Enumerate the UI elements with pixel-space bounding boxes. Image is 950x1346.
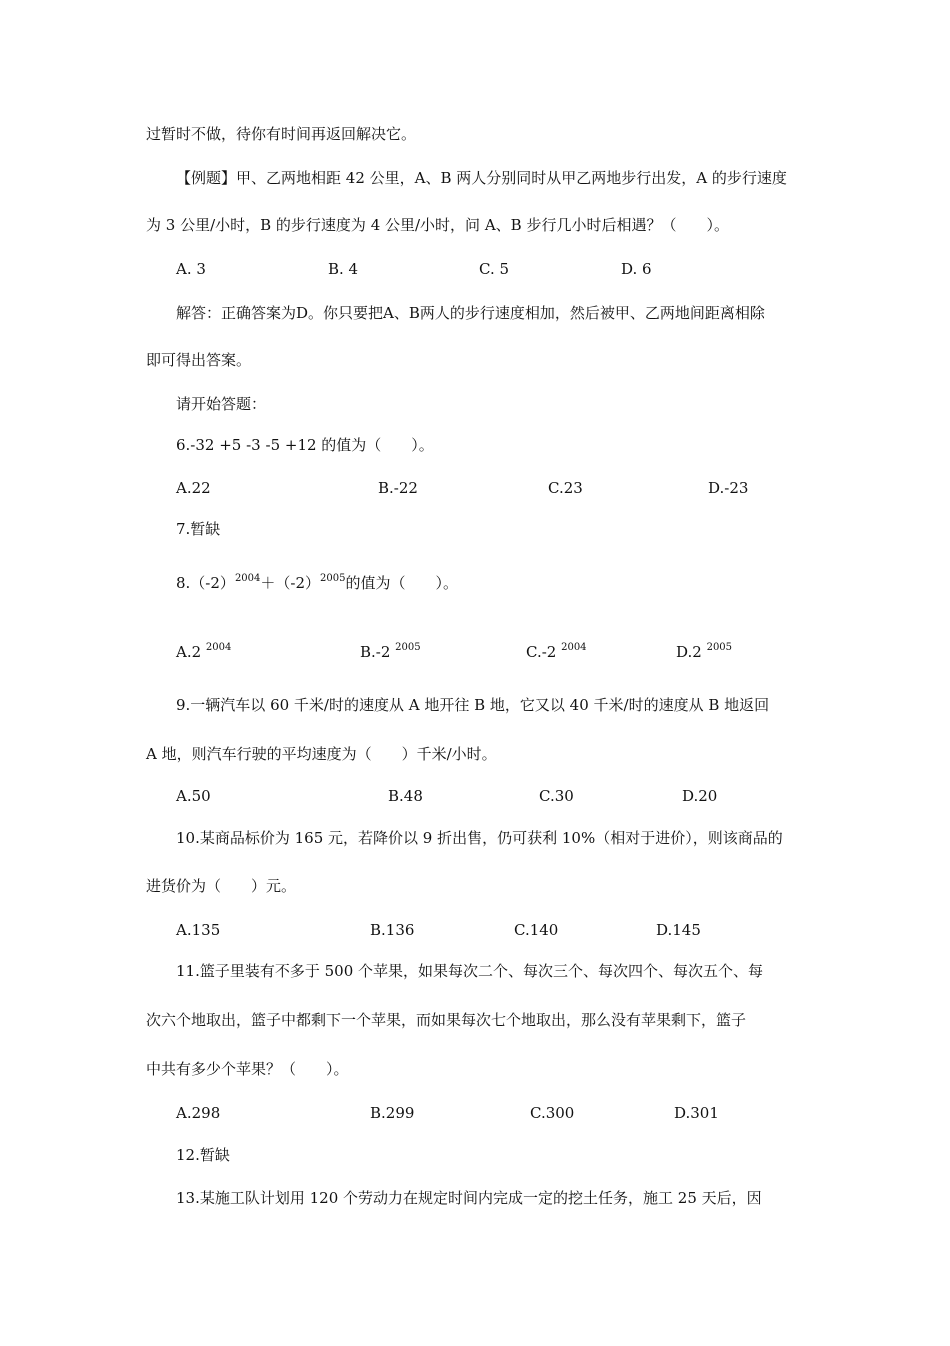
question-7: 7.暂缺	[176, 520, 221, 538]
example-option-b: B. 4	[328, 260, 359, 278]
q6-option-c: C.23	[548, 479, 583, 497]
q8-option-b-exp: 2005	[395, 642, 421, 653]
q8-exponent-1: 2004	[234, 573, 261, 584]
q9-option-b: B.48	[388, 787, 423, 805]
q8-option-d-exp: 2005	[706, 642, 733, 653]
q8-option-c	[526, 642, 587, 662]
example-option-a: A. 3	[176, 260, 206, 278]
question-6: 6.-32 +5 -3 -5 +12 的值为（ ）。	[176, 436, 434, 454]
q8-option-d-base: D.2	[676, 643, 707, 661]
example-option-d: D. 6	[621, 260, 652, 278]
q8-option-a	[176, 642, 231, 662]
question-11-line-1: 11.篮子里装有不多于 500 个苹果，如果每次二个、每次三个、每次四个、每次五个、每	[176, 962, 764, 980]
q9-option-c: C.30	[539, 787, 574, 805]
q8-option-b-base: B.-2	[360, 643, 396, 661]
q8-option-c-base: C.-2	[526, 643, 562, 661]
example-line-1	[176, 168, 787, 188]
question-11-line-2: 次六个地取出，篮子中都剩下一个苹果，而如果每次七个地取出，那么没有苹果剩下，篮子	[146, 1011, 747, 1029]
start-prompt: 请开始答题：	[176, 395, 267, 413]
question-8	[176, 573, 458, 593]
example-answer-line-1: 解答：正确答案为D。你只要把A、B两人的步行速度相加，然后被甲、乙两地间距离相除	[176, 304, 765, 322]
q6-option-d: D.-23	[708, 479, 749, 497]
q8-option-a-base: A.2	[176, 643, 206, 661]
q10-option-d: D.145	[656, 921, 701, 939]
q8-option-d	[676, 642, 732, 662]
question-9-line-1: 9.一辆汽车以 60 千米/时的速度从 A 地开往 B 地，它又以 40 千米/时的速度从 B 地返回	[176, 696, 770, 714]
question-13-line-1: 13.某施工队计划用 120 个劳动力在规定时间内完成一定的挖土任务，施工 25 天后，因	[176, 1189, 762, 1207]
question-11-line-3: 中共有多少个苹果？（ ）。	[146, 1060, 349, 1078]
q11-option-c: C.300	[530, 1104, 575, 1122]
q8-exponent-2: 2005	[320, 573, 346, 584]
question-9-line-2: A 地，则汽车行驶的平均速度为（ ）千米/小时。	[146, 745, 497, 763]
q6-option-a: A.22	[176, 479, 211, 497]
q10-option-a: A.135	[176, 921, 221, 939]
question-10-line-2: 进货价为（ ）元。	[146, 877, 297, 895]
example-text: 甲、乙两地相距 42 公里，A、B 两人分别同时从甲乙两地步行出发，A 的步行速度	[236, 169, 787, 187]
q8-middle: ＋（-2）	[260, 574, 321, 592]
q10-option-b: B.136	[370, 921, 415, 939]
q11-option-b: B.299	[370, 1104, 415, 1122]
example-line-2: 为 3 公里/小时，B 的步行速度为 4 公里/小时，问 A、B 步行几小时后相遇？（ ）。	[146, 216, 729, 234]
q11-option-d: D.301	[674, 1104, 719, 1122]
intro-line: 过暂时不做，待你有时间再返回解决它。	[146, 125, 417, 143]
q8-suffix: 的值为（ ）。	[345, 574, 458, 592]
example-label: 【例题】	[176, 169, 237, 187]
q8-option-b	[360, 642, 421, 662]
question-12: 12.暂缺	[176, 1146, 230, 1164]
q6-option-b: B.-22	[378, 479, 418, 497]
q10-option-c: C.140	[514, 921, 559, 939]
example-answer-line-2: 即可得出答案。	[146, 351, 252, 369]
q9-option-a: A.50	[176, 787, 211, 805]
q8-prefix: 8.（-2）	[176, 574, 235, 592]
q11-option-a: A.298	[176, 1104, 221, 1122]
question-10-line-1: 10.某商品标价为 165 元，若降价以 9 折出售，仍可获利 10%（相对于进价），则该商品的	[176, 829, 783, 847]
q8-option-a-exp: 2004	[205, 642, 232, 653]
q9-option-d: D.20	[682, 787, 718, 805]
q8-option-c-exp: 2004	[561, 642, 587, 653]
example-option-c: C. 5	[479, 260, 510, 278]
